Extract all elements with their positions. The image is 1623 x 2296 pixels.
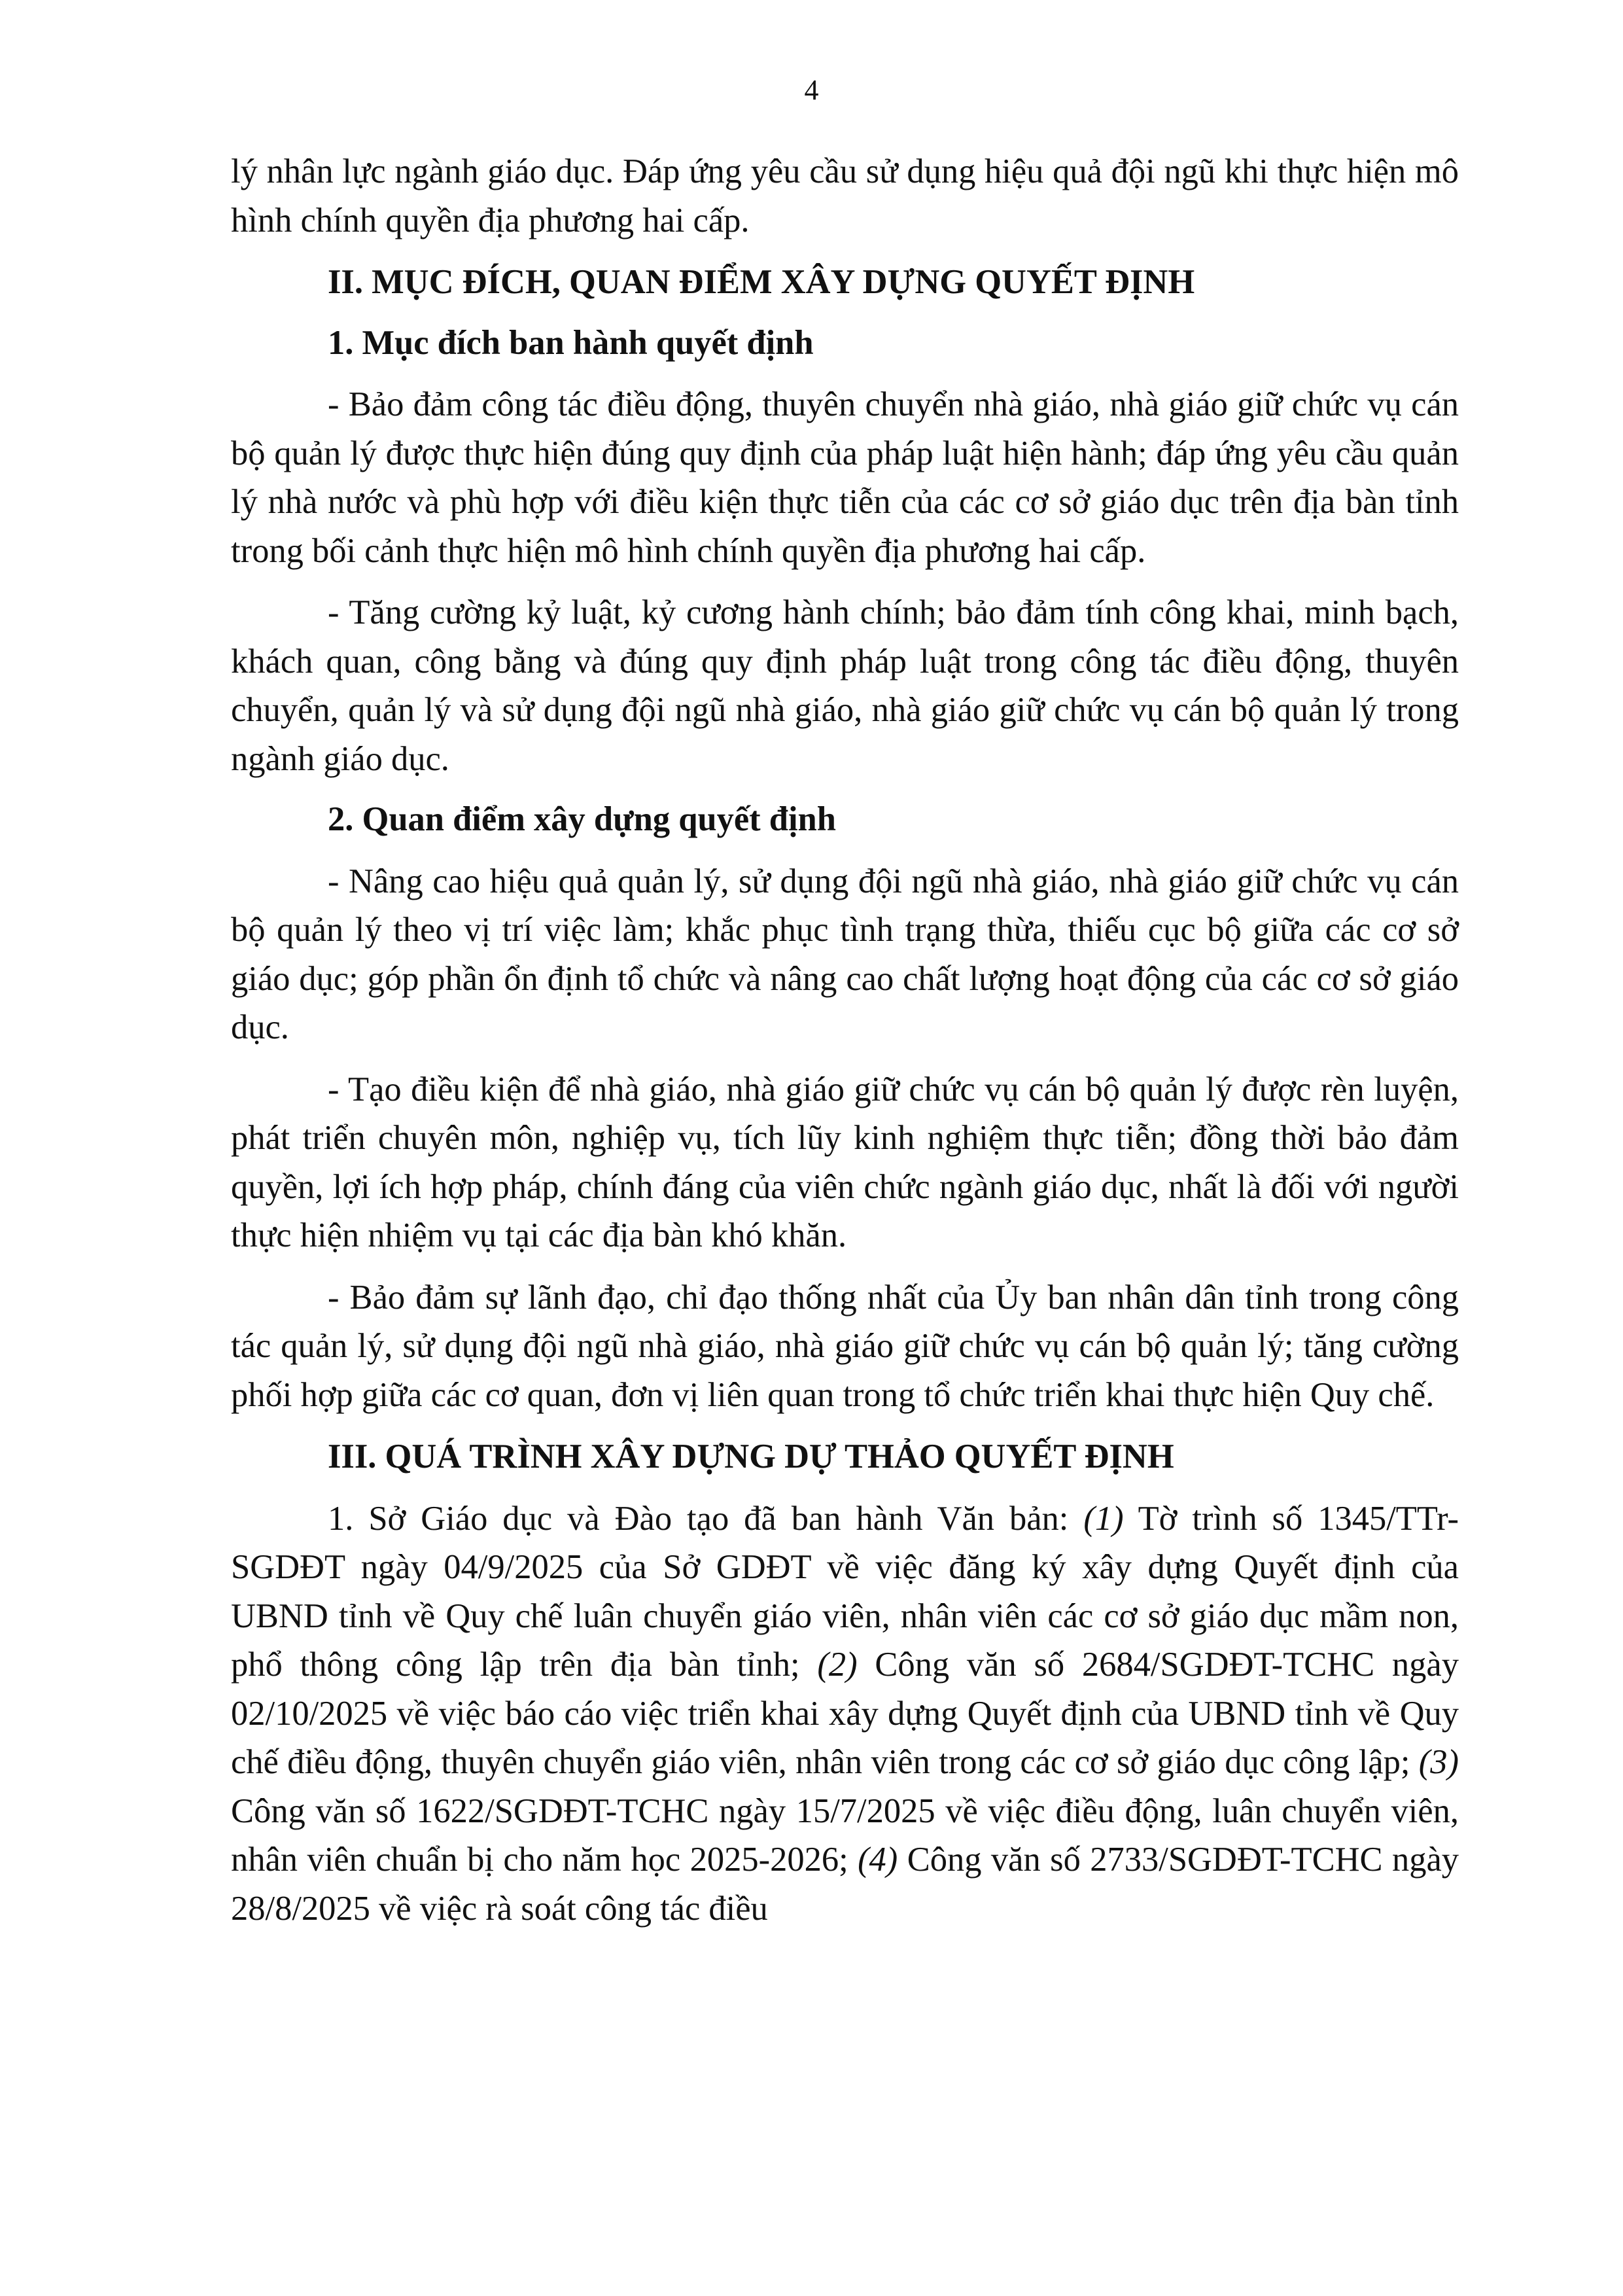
- section-heading-ii: II. MỤC ĐÍCH, QUAN ĐIỂM XÂY DỰNG QUYẾT ĐỊNH: [328, 263, 1195, 301]
- document-ref-2: Công văn số 2684/SGDĐT-TCHC ngày 02/10/2025 về việc báo cáo việc triển khai xây dựng Quyết định của UBND tỉnh về Quy chế điều động, thuyên chuyển giáo viên, nhân viên trong các cơ sở giáo dục công lập;: [231, 1646, 1459, 1781]
- intro-continuation: lý nhân lực ngành giáo dục. Đáp ứng yêu cầu sử dụng hiệu quả đội ngũ khi thực hiện mô hình chính quyền địa phương hai cấp.: [231, 152, 1459, 239]
- document-ref-3: Công văn số 1622/SGDĐT-TCHC ngày 15/7/2025 về việc điều động, luân chuyển viên, nhân viên chuẩn bị cho năm học 2025-2026;: [231, 1792, 1459, 1879]
- subsection-heading-purpose: 1. Mục đích ban hành quyết định: [328, 323, 814, 362]
- viewpoint-paragraph-2: - Tạo điều kiện để nhà giáo, nhà giáo giữ chức vụ cán bộ quản lý được rèn luyện, phát triển chuyên môn, nghiệp vụ, tích lũy kinh nghiệm thực tiễn; đồng thời bảo đảm quyền, lợi ích hợp pháp, chính đáng của viên chức ngành giáo dục, nhất là đối với người thực hiện nhiệm vụ tại các địa bàn khó khăn.: [231, 1070, 1459, 1254]
- purpose-paragraph-2: - Tăng cường kỷ luật, kỷ cương hành chính; bảo đảm tính công khai, minh bạch, khách quan, công bằng và đúng quy định pháp luật trong công tác điều động, thuyên chuyển, quản lý và sử dụng đội ngũ nhà giáo, nhà giáo giữ chức vụ cán bộ quản lý trong ngành giáo dục.: [231, 593, 1459, 778]
- purpose-paragraph-1: - Bảo đảm công tác điều động, thuyên chuyển nhà giáo, nhà giáo giữ chức vụ cán bộ quản lý được thực hiện đúng quy định của pháp luật hiện hành; đáp ứng yêu cầu quản lý nhà nước và phù hợp với điều kiện thực tiễn của các cơ sở giáo dục trên địa bàn tỉnh trong bối cảnh thực hiện mô hình chính quyền địa phương hai cấp.: [231, 385, 1459, 570]
- document-ref-4: Công văn số 2733/SGDĐT-TCHC ngày 28/8/2025 về việc rà soát công tác điều: [231, 1841, 1459, 1928]
- drafting-intro: 1. Sở Giáo dục và Đào tạo đã ban hành Văn bản:: [328, 1499, 1084, 1538]
- drafting-process-paragraph-1: [231, 1494, 1459, 1934]
- list-marker-4: (4): [858, 1841, 898, 1879]
- page-number: 4: [804, 74, 819, 106]
- subsection-heading-viewpoint: 2. Quan điểm xây dựng quyết định: [328, 800, 836, 838]
- document-body: [231, 147, 1459, 1933]
- document-ref-1: Tờ trình số 1345/TTr-SGDĐT ngày 04/9/2025 của Sở GDĐT về việc đăng ký xây dựng Quyết định của UBND tỉnh về Quy chế luân chuyển giáo viên, nhân viên các cơ sở giáo dục mầm non, phổ thông công lập trên địa bàn tỉnh;: [231, 1499, 1459, 1684]
- list-marker-2: (2): [817, 1646, 858, 1684]
- list-marker-3: (3): [1418, 1743, 1459, 1781]
- viewpoint-paragraph-3: - Bảo đảm sự lãnh đạo, chỉ đạo thống nhất của Ủy ban nhân dân tỉnh trong công tác quản lý, sử dụng đội ngũ nhà giáo, nhà giáo giữ chức vụ cán bộ quản lý; tăng cường phối hợp giữa các cơ quan, đơn vị liên quan trong tổ chức triển khai thực hiện Quy chế.: [231, 1278, 1459, 1414]
- viewpoint-paragraph-1: - Nâng cao hiệu quả quản lý, sử dụng đội ngũ nhà giáo, nhà giáo giữ chức vụ cán bộ quản lý theo vị trí việc làm; khắc phục tình trạng thừa, thiếu cục bộ giữa các cơ sở giáo dục; góp phần ổn định tổ chức và nâng cao chất lượng hoạt động của các cơ sở giáo dục.: [231, 862, 1459, 1046]
- section-heading-iii: III. QUÁ TRÌNH XÂY DỰNG DỰ THẢO QUYẾT ĐỊNH: [328, 1438, 1174, 1475]
- list-marker-1: (1): [1083, 1499, 1124, 1538]
